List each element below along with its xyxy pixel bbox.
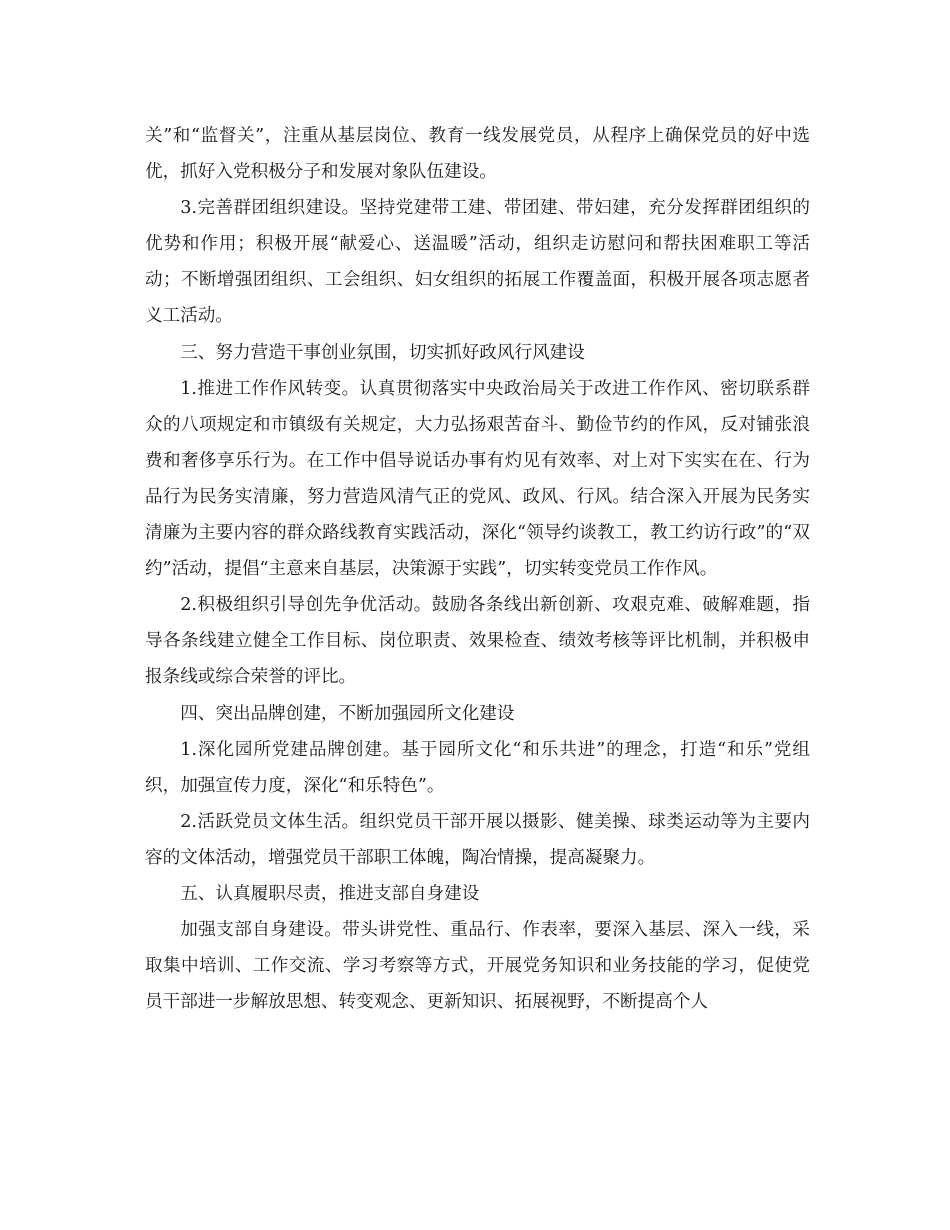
paragraph-branch-building: 加强支部自身建设。带头讲党性、重品行、作表率，要深入基层、深入一线，采取集中培训、工作交流、学习考察等方式，开展党务知识和业务技能的学习，促使党员干部进一步解放思想、转变观念、更新知识、拓展视野，不断提高个人 (145, 920, 810, 1013)
paragraph-item-3-group-org: 3.完善群团组织建设。坚持党建带工建、带团建、带妇建，充分发挥群团组织的优势和作用；积极开展“献爱心、送温暖”活动，组织走访慰问和帮扶困难职工等活动；不断增强团组织、工会组织、妇女组织的拓展工作覆盖面，积极开展各项志愿者义工活动。 (145, 198, 810, 327)
paragraph-item-1-brand: 1.深化园所党建品牌创建。基于园所文化“和乐共进”的理念，打造“和乐”党组织，加强宣传力度，深化“和乐特色”。 (145, 739, 810, 796)
paragraph-item-2-activities: 2.活跃党员文体生活。组织党员干部开展以摄影、健美操、球类运动等为主要内容的文体活动，增强党员干部职工体魄，陶冶情操，提高凝聚力。 (145, 811, 810, 868)
section-heading-3: 三、努力营造干事创业氛围，切实抓好政风行风建设 (180, 342, 585, 363)
paragraph-item-2-excellence: 2.积极组织引导创先争优活动。鼓励各条线出新创新、攻艰克难、破解难题，指导各条线建立健全工作目标、岗位职责、效果检查、绩效考核等评比机制，并积极申报条线或综合荣誉的评比。 (145, 595, 810, 688)
paragraph-continuation: 关”和“监督关”，注重从基层岗位、教育一线发展党员，从程序上确保党员的好中选优，抓好入党积极分子和发展对象队伍建设。 (145, 126, 810, 183)
paragraph-item-1-work-style: 1.推进工作作风转变。认真贯彻落实中央政治局关于改进工作作风、密切联系群众的八项规定和市镇级有关规定，大力弘扬艰苦奋斗、勤俭节约的作风，反对铺张浪费和奢侈享乐行为。在工作中倡导说话办事有灼见有效率、对上对下实实在在、行为品行为民务实清廉，努力营造风清气正的党风、政风、行风。结合深入开展为民务实清廉为主要内容的群众路线教育实践活动，深化“领导约谈教工，教工约访行政”的“双约”活动，提倡“主意来自基层，决策源于实践”，切实转变党员工作作风。 (145, 378, 810, 580)
section-heading-5: 五、认真履职尽责，推进支部自身建设 (180, 883, 480, 904)
document-body (145, 118, 810, 1020)
section-heading-4: 四、突出品牌创建，不断加强园所文化建设 (180, 703, 515, 724)
